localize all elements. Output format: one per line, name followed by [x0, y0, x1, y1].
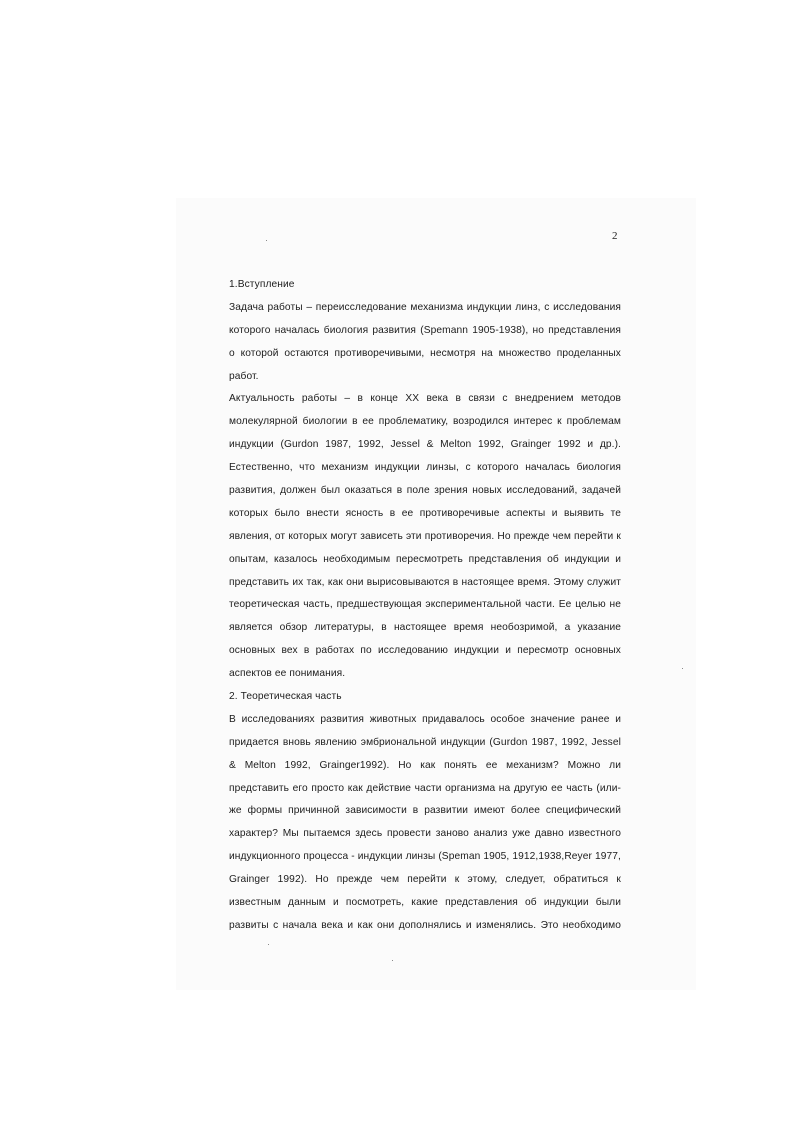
text-line: работ.: [229, 370, 259, 382]
text-line: индукции (Gurdon 1987, 1992, Jessel & Melton 1992, Grainger 1992 и др.).: [229, 439, 621, 451]
text-line: является обзор литературы, в настоящее время необозримой, а указание: [229, 622, 621, 634]
page-number: 2: [612, 230, 618, 242]
scan-speck: [266, 240, 267, 241]
section-heading-theory: 2. Теоретическая часть: [229, 691, 342, 703]
text-line: молекулярной биологии в ее проблематику, возродился интерес к проблемам: [229, 416, 621, 428]
text-line: о которой остаются противоречивыми, несмотря на множество проделанных: [229, 347, 621, 359]
text-line: В исследованиях развития животных придавалось особое значение ранее и: [229, 713, 621, 725]
text-line: явления, от которых могут зависеть эти противоречия. Но прежде чем перейти к: [229, 530, 621, 542]
text-line: характер? Мы пытаемся здесь провести заново анализ уже давно известного: [229, 828, 621, 840]
text-line: которых было внести ясность в ее противоречивые аспекты и выявить те: [229, 507, 621, 519]
text-line: известным данным и посмотреть, какие представления об индукции были: [229, 897, 621, 909]
text-line: индукционного процесса - индукции линзы (Speman 1905, 1912,1938,Reyer 1977,: [229, 851, 621, 863]
scan-speck: [682, 668, 683, 669]
text-line: развития, должен был оказаться в поле зрения новых исследований, задачей: [229, 485, 621, 497]
text-line: придается вновь явлению эмбриональной индукции (Gurdon 1987, 1992, Jessel: [229, 736, 621, 748]
section-heading-introduction: 1.Вступление: [229, 279, 295, 290]
text-line: опытам, казалось необходимым пересмотреть представления об индукции и: [229, 553, 621, 565]
text-line: аспектов ее понимания.: [229, 668, 346, 680]
text-line: которого началась биология развития (Spemann 1905-1938), но представления: [229, 324, 621, 336]
text-line: Актуальность работы – в конце XX века в связи с внедрением методов: [229, 393, 621, 405]
text-line: основных вех в работах по исследованию индукции и пересмотр основных: [229, 645, 621, 657]
text-line: Grainger 1992). Но прежде чем перейти к этому, следует, обратиться к: [229, 874, 621, 886]
text-line: Задача работы – переисследование механизма индукции линз, с исследования: [229, 301, 621, 313]
text-line: же формы причинной зависимости в развитии имеют более специфический: [229, 805, 621, 817]
text-line: представить его просто как действие части организма на другую ее часть (или-: [229, 782, 621, 794]
text-line: & Melton 1992, Grainger1992). Но как понять ее механизм? Можно ли: [229, 759, 621, 771]
text-line: развиты с начала века и как они дополнялись и изменялись. Это необходимо: [229, 919, 621, 931]
text-line: Естественно, что механизм индукции линзы, с которого началась биология: [229, 462, 621, 474]
text-line: представить их так, как они вырисовываются в настоящее время. Этому служит: [229, 576, 621, 588]
scan-speck: [268, 944, 269, 945]
text-line: теоретическая часть, предшествующая экспериментальной части. Ее целью не: [229, 599, 621, 611]
body-text: [229, 276, 621, 940]
scan-speck: [392, 960, 393, 961]
